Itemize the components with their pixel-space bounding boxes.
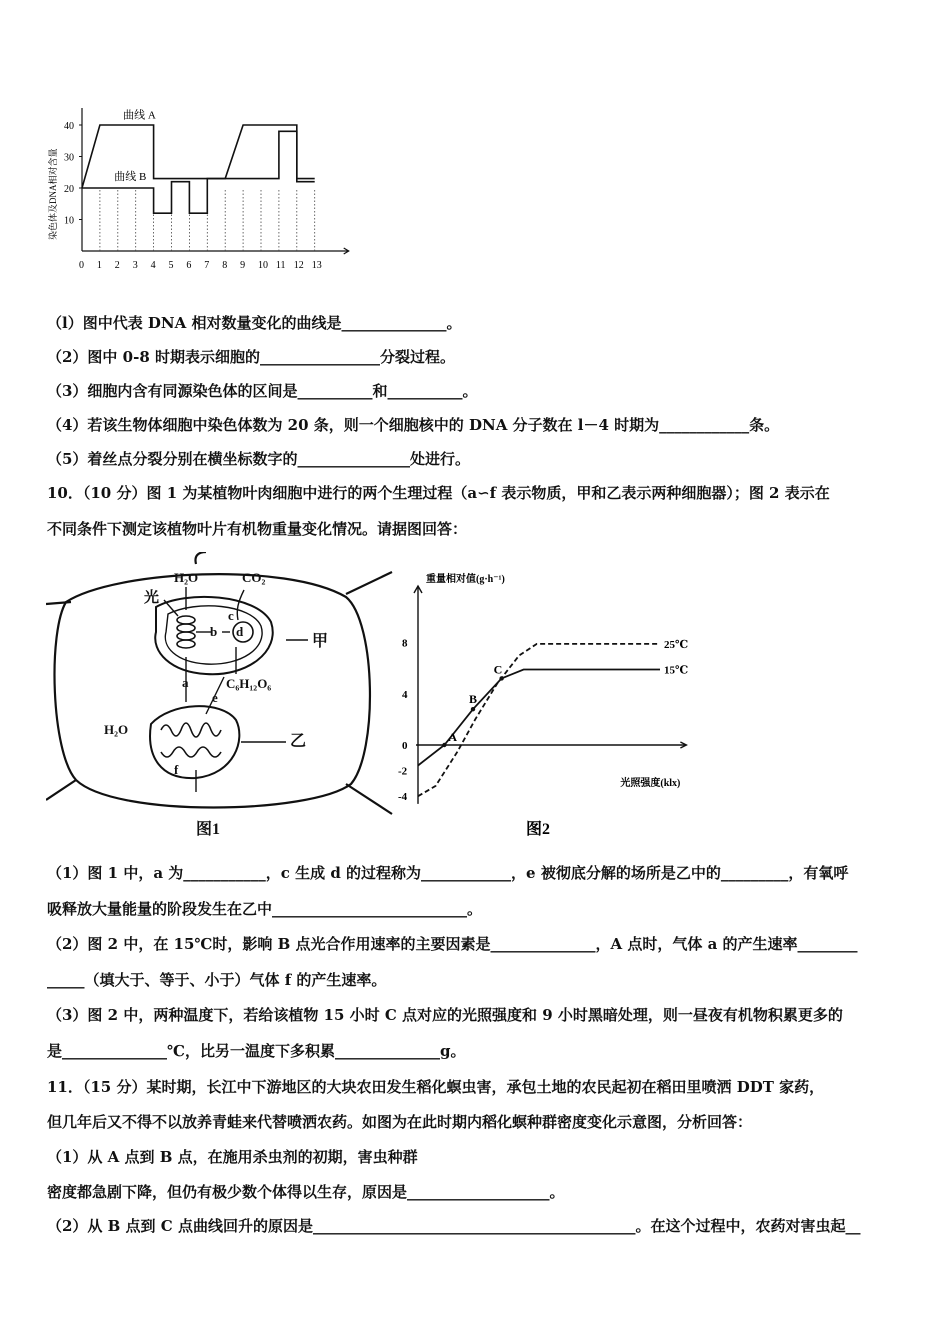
chart-axis-lines: [416, 586, 689, 804]
x-tick-label: 10: [258, 260, 268, 271]
label-c: c: [228, 608, 234, 623]
series-line: [418, 669, 660, 765]
label-e: e: [212, 690, 218, 705]
label-light: 光: [144, 590, 160, 606]
label-h2o-top: H₂O: [174, 570, 199, 585]
chromosome-dna-chart: [44, 100, 364, 280]
x-tick-label: 1: [96, 260, 102, 271]
x-tick-label: 13: [311, 260, 322, 271]
y-tick-label: -4: [398, 791, 408, 804]
label-d: d: [236, 624, 244, 639]
q10-item2-line1: （2）图 2 中，在 15℃时，影响 B 点光合作用速率的主要因素是______________，A 点时，气体 a 的产生速率________: [47, 935, 858, 953]
label-c6h12o6: C₆H₁₂O₆: [226, 676, 272, 691]
q11-item2: （2）从 B 点到 C 点曲线回升的原因是___________________________________________。在这个过程中，农药对害虫起__: [47, 1217, 861, 1235]
x-tick-label: 2: [114, 260, 120, 271]
label-a: a: [182, 675, 189, 690]
q10-item1-line1: （1）图 1 中，a 为___________，c 生成 d 的过程称为____________，e 被彻底分解的场所是乙中的_________，有氧呼: [47, 864, 849, 882]
x-tick-label: 5: [168, 260, 174, 271]
chart-series: [418, 644, 660, 796]
label-jia: 甲: [312, 633, 329, 650]
thylakoid-stack-icon: [177, 616, 195, 648]
chart-series: [82, 125, 315, 213]
series-label-a: 曲线 A: [123, 109, 156, 122]
q9-item3: （3）细胞内含有同源染色体的区间是__________和__________。: [47, 382, 478, 400]
series-line: [418, 644, 660, 796]
x-tick-label: 11: [275, 260, 286, 271]
chart-ticks: [64, 121, 322, 271]
label-yi: 乙: [290, 733, 307, 750]
q9-item4: （4）若该生物体细胞中染色体数为 20 条，则一个细胞核中的 DNA 分子数在 l－4 时期为____________条。: [47, 416, 780, 434]
y-tick-label: 4: [402, 688, 408, 701]
q11-intro-line1: 11．（15 分）某时期，长江中下游地区的大块农田发生稻化螟虫害，承包土地的农民起初在稻田里喷洒 DDT 家药，: [47, 1078, 825, 1096]
point-label: A: [448, 730, 458, 744]
axis-arrows: [414, 586, 689, 748]
point-label: B: [469, 692, 478, 707]
mitochondrion-outline: [150, 706, 239, 778]
photosynthesis-chart: [396, 560, 716, 842]
label-f: f: [174, 762, 179, 777]
x-tick-label: 7: [204, 260, 210, 271]
q10-intro-line1: 10．（10 分）图 1 为某植物叶肉细胞中进行的两个生理过程（a∽f 表示物质，甲和乙表示两种细胞器）；图 2 表示在: [47, 484, 830, 502]
y-tick-label: 10: [64, 215, 74, 227]
y-tick-label: 20: [64, 184, 74, 195]
q10-intro-line2: 不同条件下测定该植物叶片有机物重量变化情况。请据图回答：: [47, 520, 468, 538]
x-tick-label: 8: [222, 260, 228, 271]
y-axis-title: 重量相对值(g·h⁻¹): [426, 574, 505, 585]
chart-text: [398, 572, 688, 838]
q11-item1-line2: 密度都急剧下降，但仍有极少数个体得以生存，原因是___________________。: [47, 1183, 565, 1201]
y-tick-label: 0: [402, 740, 408, 752]
x-axis-title: 光照强度(klx): [620, 777, 681, 789]
neighbor-cell-lines: [46, 552, 392, 814]
label-co2: CO₂: [242, 570, 266, 585]
y-axis-label: 染色体及DNA相对含量: [48, 148, 58, 240]
q10-item1-line2: 吸释放大量能量的阶段发生在乙中__________________________。: [47, 900, 483, 918]
label-h2o-left: H₂O: [104, 722, 129, 737]
x-tick-label: 6: [186, 260, 192, 271]
y-tick-label: 30: [64, 152, 74, 164]
q11-intro-line2: 但几年后又不得不以放养青蛙来代替喷洒农药。如图为在此时期内稻化螟种群密度变化示意图，分析回答：: [47, 1113, 753, 1131]
curve-point: [471, 707, 475, 711]
y-tick-label: -2: [398, 765, 408, 778]
x-tick-label: 9: [240, 260, 246, 271]
fig2-caption: 图2: [526, 821, 551, 838]
q9-item5: （5）着丝点分裂分别在横坐标数字的_______________处进行。: [47, 450, 470, 468]
q10-item2-line2: _____（填大于、等于、小于）气体 f 的产生速率。: [47, 971, 387, 989]
series-label-b: 曲线 B: [114, 171, 147, 184]
chart-axes: [414, 586, 689, 804]
x-tick-label: 3: [132, 260, 138, 271]
q10-item3-line2: 是______________℃，比另一温度下多积累______________g。: [47, 1042, 466, 1060]
y-tick-label: 40: [64, 121, 74, 132]
fig1-caption: 图1: [196, 821, 221, 838]
curve-point: [499, 676, 503, 680]
q9-item2: （2）图中 0-8 时期表示细胞的________________分裂过程。: [47, 348, 455, 366]
q10-item3-line1: （3）图 2 中，两种温度下，若给该植物 15 小时 C 点对应的光照强度和 9 小时黑暗处理，则一昼夜有机物积累更多的: [47, 1006, 843, 1024]
cell-diagram: [46, 552, 396, 842]
series-label: 25℃: [664, 638, 689, 651]
q11-item1-line1: （1）从 A 点到 B 点，在施用杀虫剂的初期，害虫种群: [47, 1148, 418, 1166]
mitochondrion-cristae: [161, 723, 221, 757]
x-tick-label: 0: [79, 260, 84, 271]
point-label: C: [493, 662, 503, 677]
q9-item1: （l）图中代表 DNA 相对数量变化的曲线是______________。: [47, 314, 462, 332]
x-tick-label: 12: [293, 260, 304, 271]
series-label: 15℃: [664, 664, 689, 677]
x-tick-label: 4: [150, 260, 156, 271]
label-b: b: [210, 624, 218, 639]
curve-point: [442, 743, 446, 747]
y-tick-label: 8: [402, 637, 408, 650]
